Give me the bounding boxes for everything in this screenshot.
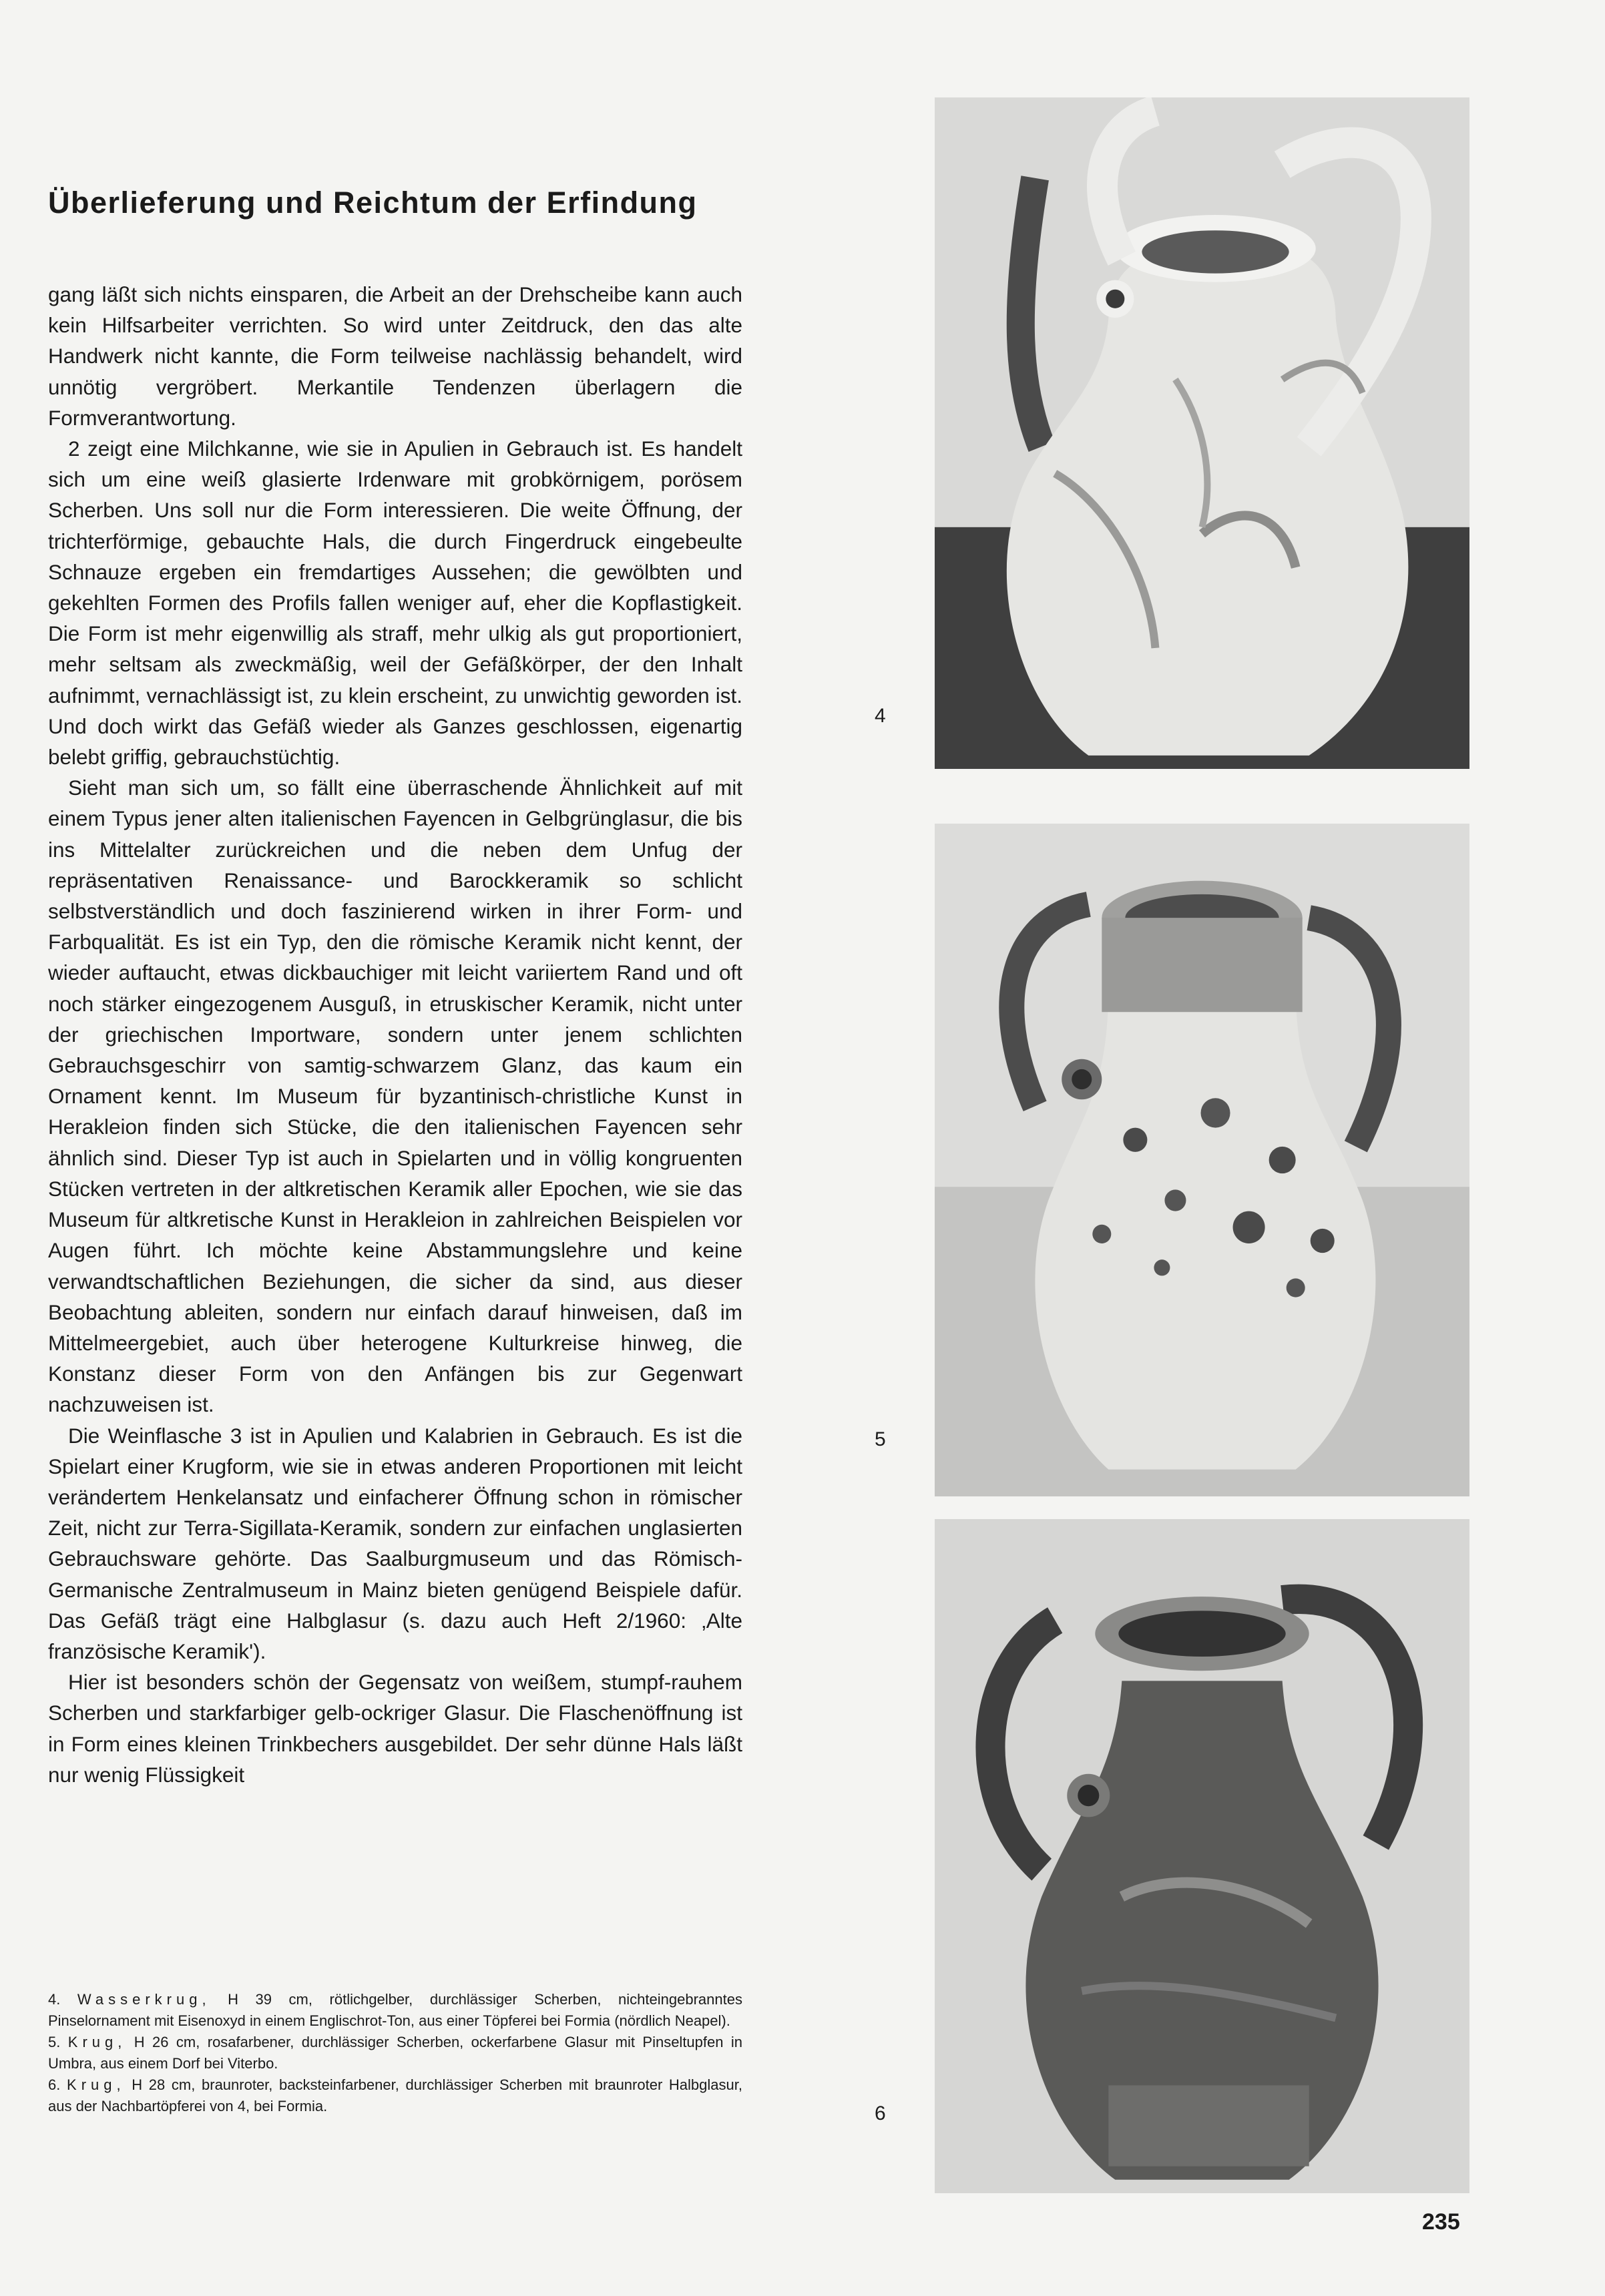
caption-6: 6. Krug, H 28 cm, braunroter, backsteinfarbener, durchlässiger Scherben mit braunroter Halbglasur, aus der Nachbartöpferei von 4, bei Formia. (48, 2076, 742, 2114)
page-title: Überlieferung und Reichtum der Erfindung (48, 186, 698, 220)
paragraph: Sieht man sich um, so fällt eine überraschende Ähnlichkeit auf mit einem Typus jener alten italienischen Fayencen in Gelbgrünglasur, die bis ins Mittelalter zurückreichen und die neben dem Unfug der repräsentativen Renaissance- und Barockkeramik so schlicht selbstverständlich und doch faszinierend wirken in ihrer Form- und Farbqualität. Es ist ein Typ, den die römische Keramik nicht kennt, der wieder auftaucht, etwas dickbauchiger mit leicht variiertem Rand und oft noch stärker eingezogenem Ausguß, in etruskischer Keramik, nicht unter der griechischen Importware, sondern unter jenem schlichten Gebrauchsgeschirr von samtig-schwarzem Glanz, das kaum ein Ornament kennt. Im Museum für byzantinisch-christliche Kunst in Herakleion finden sich Stücke, die den italienischen Fayencen sehr ähnlich sind. Dieser Typ ist auch in Spielarten und in völlig kongruenten Stücken vertreten in der altkretischen Keramik aller Epochen, wie sie das Museum für altkretische Kunst in Herakleion in zahlreichen Beispielen vor Augen führt. Ich möchte keine Abstammungslehre und keine verwandtschaftlichen Beziehungen, die sicher da sind, aus dieser Beobachtung ableiten, sondern nur einfach darauf hinweisen, daß im Mittelmeergebiet, auch über heterogene Kulturkreise hinweg, die Konstanz dieser Form von den Anfängen bis zur Gegenwart nachzuweisen ist. (48, 776, 742, 1417)
figure-number-4: 4 (875, 705, 886, 727)
caption-5: 5. Krug, H 26 cm, rosafarbener, durchlässiger Scherben, ockerfarbene Glasur mit Pinseltupfen in Umbra, aus einem Dorf bei Viterbo. (48, 2034, 742, 2072)
caption-4: 4. Wasserkrug, H 39 cm, rötlichgelber, durchlässiger Scherben, nichteingebranntes Pinselornament mit Eisenoxyd in einem Englischrot-Ton, aus einer Töpferei bei Formia (nördlich Neapel). (48, 1991, 742, 2029)
figure-number-5: 5 (875, 1428, 886, 1450)
photo-glazed-jug (935, 1519, 1469, 2193)
figure-captions (48, 1989, 742, 2117)
figure-number-6: 6 (875, 2102, 886, 2124)
paragraph: Die Weinflasche 3 ist in Apulien und Kalabrien in Gebrauch. Es ist die Spielart einer Krugform, wie sie in etwas anderen Proportionen mit leicht verändertem Henkelansatz und einfacherer Öffnung schon in römischer Zeit, nicht zur Terra-Sigillata-Keramik, sondern zur einfachen unglasierten Gebrauchsware gehörte. Das Saalburgmuseum und das Römisch-Germanische Zentralmuseum in Mainz bieten genügend Beispiele dafür. Das Gefäß trägt eine Halbglasur (s. dazu auch Heft 2/1960: ‚Alte französische Keramik'). (48, 1423, 742, 1663)
article-body (48, 279, 742, 1790)
photo-spotted-jug (935, 824, 1469, 1496)
paragraph: 2 zeigt eine Milchkanne, wie sie in Apulien in Gebrauch ist. Es handelt sich um eine weiß glasierte Irdenware mit grobkörnigem, porösem Scherben. Uns soll nur die Form interessieren. Die weite Öffnung, der trichterförmige, gebauchte Hals, die durch Fingerdruck eingebeulte Schnauze ergeben ein fremdartiges Aussehen; die gewölbten und gekehlten Formen des Profils fallen weniger auf, eher die Kopflastigkeit. Die Form ist mehr eigenwillig als straff, mehr ulkig als gut proportioniert, mehr seltsam als zweckmäßig, weil der Gefäßkörper, der den Inhalt aufnimmt, vernachlässigt ist, zu klein erscheint, zu unwichtig geworden ist. Und doch wirkt das Gefäß wieder als Ganzes geschlossen, eigenartig belebt griffig, gebrauchstüchtig. (48, 437, 742, 770)
photo-water-jug (935, 97, 1469, 769)
page-number: 235 (1422, 2209, 1460, 2235)
paragraph: gang läßt sich nichts einsparen, die Arbeit an der Drehscheibe kann auch kein Hilfsarbeiter verrichten. So wird unter Zeitdruck, den das alte Handwerk nicht kannte, die Form teilweise nachlässig behandelt, wird unnötig vergröbert. Merkantile Tendenzen überlagern die Formverantwortung. (48, 282, 742, 430)
paragraph: Hier ist besonders schön der Gegensatz von weißem, stumpf-rauhem Scherben und starkfarbiger gelb-ockriger Glasur. Die Flaschenöffnung ist in Form eines kleinen Trinkbechers ausgebildet. Der sehr dünne Hals läßt nur wenig Flüssigkeit (48, 1670, 742, 1787)
